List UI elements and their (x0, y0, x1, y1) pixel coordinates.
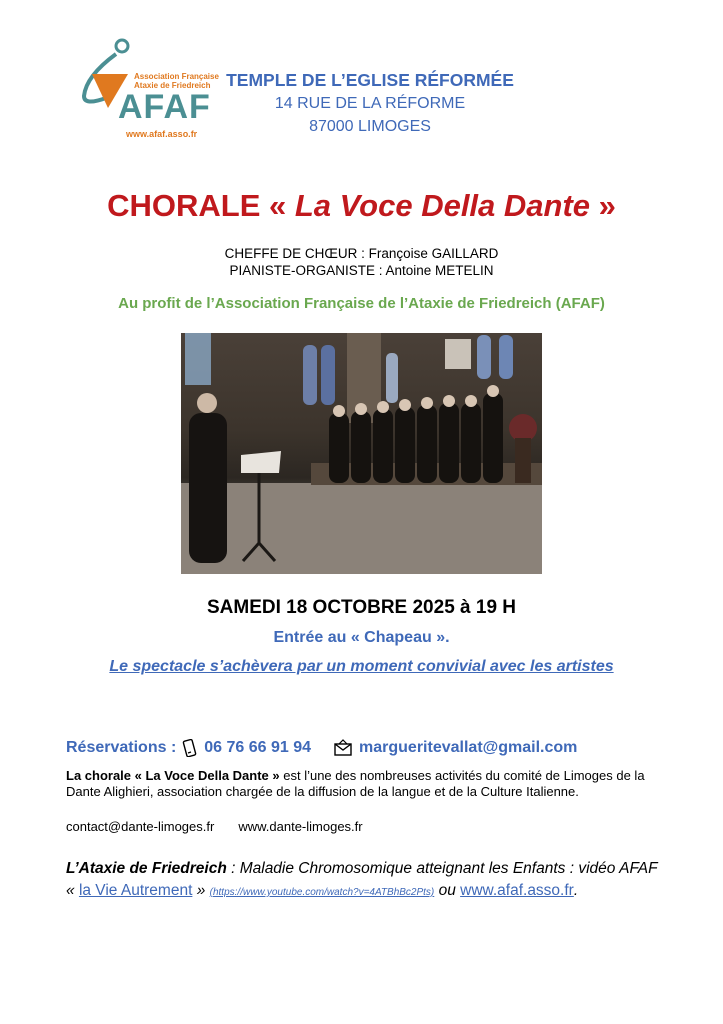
ataxie-paragraph (66, 858, 666, 904)
title-prefix: CHORALE « (107, 188, 295, 223)
video-title-link[interactable]: la Vie Autrement (78, 882, 193, 899)
contacts-line (66, 819, 363, 834)
venue-city: 87000 LIMOGES (309, 118, 431, 135)
choir-photo (181, 333, 542, 574)
reservations-line (66, 739, 577, 757)
venue-name: TEMPLE DE L’EGLISE RÉFORMÉE (226, 70, 514, 90)
ataxie-after-title: » (192, 882, 210, 899)
about-paragraph (66, 768, 666, 800)
afaf-logo (76, 36, 236, 146)
event-date: SAMEDI 18 OCTOBRE 2025 à 19 H (206, 597, 517, 618)
pianist-credit: PIANISTE-ORGANISTE : Antoine METELIN (229, 263, 494, 278)
ataxie-or: ou (434, 882, 461, 899)
ataxie-end: . (573, 882, 579, 899)
closing-note: Le spectacle s’achèvera par un moment convivial avec les artistes (109, 658, 614, 675)
logo-line1: Association Française (134, 72, 219, 81)
phone-icon (182, 739, 198, 757)
conductor-credit: CHEFFE DE CHŒUR : Françoise GAILLARD (224, 246, 499, 261)
about-text: est l’une des nombreuses activités du comité de Limoges de la Dante Alighieri, association chargée de la diffusion de la langue et de la Culture Italienne. (66, 768, 645, 799)
afaf-site-link[interactable]: www.afaf.asso.fr (460, 882, 574, 899)
reservations-email[interactable]: margueritevallat@gmail.com (359, 739, 578, 756)
ataxie-lead: L’Ataxie de Friedreich (66, 860, 227, 877)
entry-info: Entrée au « Chapeau ». (273, 629, 450, 646)
about-lead: La chorale « La Voce Della Dante » (66, 768, 280, 783)
reservations-label: Réservations : (66, 739, 177, 756)
benefit-line: Au profit de l’Association Française de l’Ataxie de Friedreich (AFAF) (118, 295, 605, 312)
title-choir-name: La Voce Della Dante (294, 188, 591, 223)
contact-email[interactable]: contact@dante-limoges.fr (66, 819, 215, 834)
title-suffix: » (590, 188, 616, 223)
venue-street: 14 RUE DE LA RÉFORME (274, 95, 466, 112)
envelope-icon (333, 739, 353, 757)
video-url-link[interactable]: (https://www.youtube.com/watch?v=4ATBhBc2Pts) (209, 887, 435, 898)
logo-line2: Ataxie de Friedreich (134, 81, 211, 90)
ataxie-text: : Maladie Chromosomique atteignant les Enfants : vidéo AFAF « (66, 860, 658, 899)
choir-photo-illustration (181, 333, 542, 574)
contact-website[interactable]: www.dante-limoges.fr (238, 819, 363, 834)
choir-title (0, 188, 723, 224)
reservations-phone: 06 76 66 91 94 (204, 739, 312, 756)
logo-url: www.afaf.asso.fr (126, 129, 198, 139)
logo-name: AFAF (118, 88, 211, 126)
